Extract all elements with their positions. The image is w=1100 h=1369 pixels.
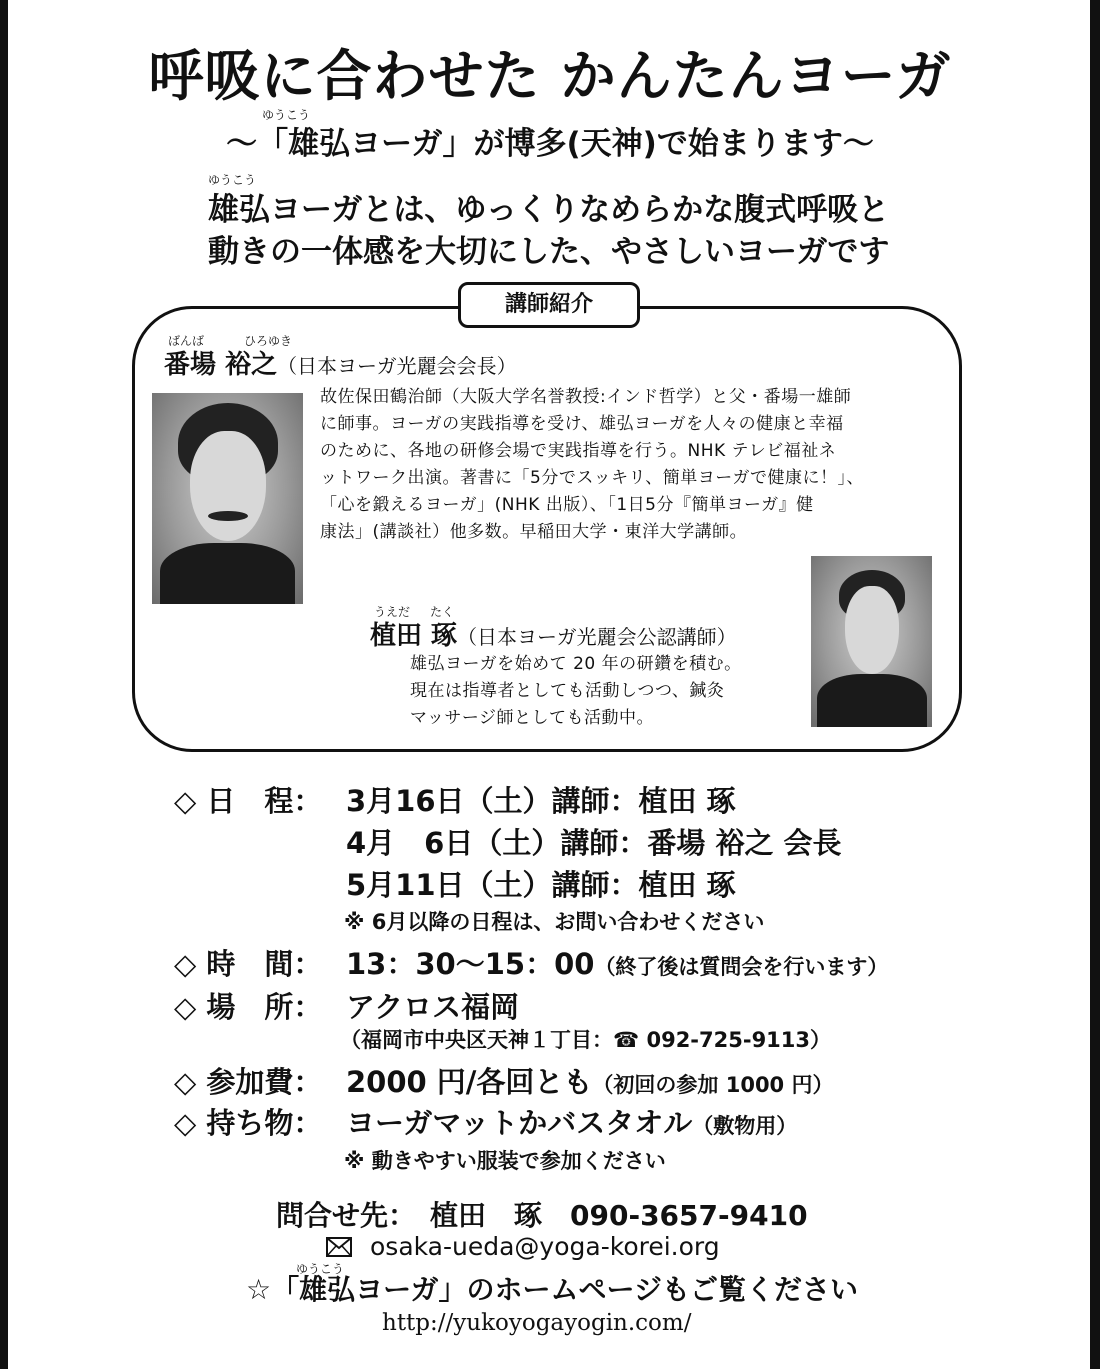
instructor1-name: 番場 裕之 (164, 350, 278, 380)
instructor2-ruby-given: たく (430, 605, 455, 619)
instructor2-photo (811, 556, 932, 727)
instructor1-bio (320, 384, 864, 546)
items-note: （敷物用） (692, 1114, 798, 1138)
instructor2-name: 植田 琢 (370, 621, 458, 651)
left-border (0, 0, 8, 1369)
instructor2-heading (370, 615, 737, 652)
instructor1-bio-line: に師事。ヨーガの実践指導を受け、雄弘ヨーガを人々の健康と幸福 (320, 414, 844, 434)
schedule-date-3: 5月11日（土）講師：植田 琢 (346, 868, 736, 902)
items-value: ヨーガマットかバスタオル (346, 1106, 693, 1140)
schedule-date-1: 3月16日（土）講師：植田 琢 (346, 784, 736, 818)
fee-value: 2000 円/各回とも (346, 1065, 593, 1099)
items-row (346, 1101, 797, 1142)
place-value: アクロス福岡 (346, 990, 520, 1024)
items-label: ◇ 持ち物： (174, 1106, 323, 1140)
place-label: ◇ 場 所： (174, 990, 323, 1024)
homepage-text: ☆「雄弘ヨーガ」のホームページもご覧ください (246, 1273, 858, 1306)
subtitle-ruby: ゆうこう (262, 108, 311, 122)
schedule-date-2: 4月 6日（土）講師：番場 裕之 会長 (346, 826, 842, 860)
right-border (1090, 0, 1100, 1369)
intro-line-1: 雄弘ヨーガとは、ゆっくりなめらかな腹式呼吸と (208, 192, 890, 228)
page-title: 呼吸に合わせた かんたんヨーガ (148, 44, 952, 108)
schedule-note: ※ 6月以降の日程は、お問い合わせください (344, 910, 765, 934)
fee-label: ◇ 参加費： (174, 1065, 323, 1099)
envelope-icon (326, 1237, 352, 1257)
contact-phone: 問合せ先： 植田 琢 090-3657-9410 (276, 1199, 808, 1232)
instructor1-bio-line: 康法」(講談社）他多数。早稲田大学・東洋大学講師。 (320, 522, 748, 542)
schedule-label: ◇ 日 程： (174, 784, 323, 818)
place-address: （福岡市中央区天神１丁目：☎ 092-725-9113） (340, 1028, 832, 1052)
instructor2-bio-line: 雄弘ヨーガを始めて 20 年の研鑽を積む。 (410, 654, 742, 674)
intro-line-2: 動きの一体感を大切にした、やさしいヨーガです (208, 234, 890, 270)
time-row (346, 942, 888, 983)
instructor2-bio-line: 現在は指導者としても活動しつつ、鍼灸 (410, 681, 725, 701)
instructor2-bio (410, 651, 742, 732)
time-value: 13：30～15：00 (346, 947, 595, 981)
instructor1-bio-line: 「心を鍛えるヨーガ」(NHK 出版）、「1日5分『簡単ヨーガ』健 (320, 495, 814, 515)
contact-email-row (326, 1232, 720, 1261)
fee-row (346, 1060, 833, 1101)
instructor2-bio-line: マッサージ師としても活動中。 (410, 708, 654, 728)
page-subtitle: ～「雄弘ヨーガ」が博多(天神)で始まります～ (226, 126, 874, 162)
intro-ruby: ゆうこう (208, 173, 257, 187)
instructor1-ruby-given: ひろゆき (244, 334, 293, 348)
homepage-ruby: ゆうこう (296, 1262, 345, 1276)
instructor1-title: （日本ヨーガ光麗会会長） (277, 354, 517, 378)
instructors-heading: 講師紹介 (458, 282, 640, 328)
instructor1-bio-line: 故佐保田鶴治師（大阪大学名誉教授:インド哲学）と父・番場一雄師 (320, 387, 852, 407)
contact-email[interactable]: osaka-ueda@yoga-korei.org (370, 1232, 720, 1261)
items-note-2: ※ 動きやすい服装で参加ください (344, 1149, 666, 1173)
instructor1-bio-line: ットワーク出演。著書に「5分でスッキリ、簡単ヨーガで健康に！」、 (320, 468, 864, 488)
instructor1-bio-line: のために、各地の研修会場で実践指導を行う。NHK テレビ福祉ネ (320, 441, 837, 461)
homepage-url[interactable]: http://yukoyogayogin.com/ (382, 1310, 692, 1336)
instructor1-heading (164, 344, 517, 381)
instructor2-title: （日本ヨーガ光麗会公認講師） (457, 625, 737, 649)
time-label: ◇ 時 間： (174, 947, 323, 981)
instructor1-ruby-family: ばんば (168, 334, 205, 348)
instructor2-ruby-family: うえだ (374, 605, 411, 619)
instructor1-photo (152, 393, 303, 604)
fee-note: （初回の参加 1000 円） (592, 1073, 834, 1097)
time-note: （終了後は質問会を行います） (594, 955, 889, 979)
